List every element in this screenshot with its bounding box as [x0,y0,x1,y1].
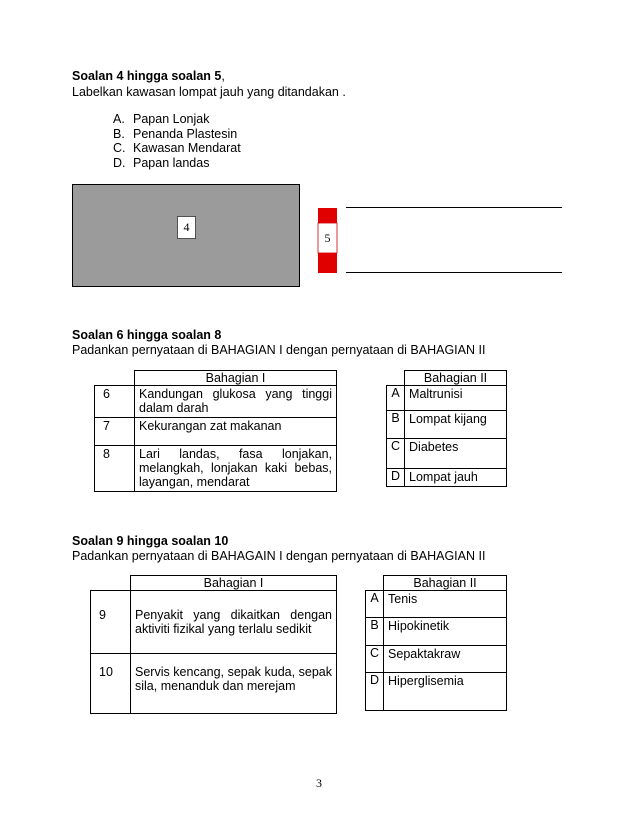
part1-header: Bahagian I [135,371,337,386]
q68-part2-table [386,370,507,487]
table-row [366,673,507,711]
table-row [387,469,507,487]
table-row [387,411,507,439]
table-row [387,386,507,411]
option-text: Kawasan Mendarat [133,141,241,155]
q45-heading-tail: , [221,69,225,83]
part1-header: Bahagian I [131,576,337,591]
row-number: 10 [91,654,131,714]
marker-top [318,208,337,223]
row-letter: B [387,411,405,439]
table-row [95,386,337,418]
q45-heading-bold: Soalan 4 hingga soalan 5 [72,69,222,83]
row-text: Lompat kijang [405,411,507,439]
table-row [366,646,507,673]
row-text: Lari landas, fasa lonjakan, melangkah, lonjakan kaki bebas, layangan, mendarat [135,446,337,492]
row-number: 8 [95,446,135,492]
table-row [95,418,337,446]
q910-heading: Soalan 9 hingga soalan 10 [72,534,229,548]
table-row [91,591,337,654]
table-row [91,654,337,714]
row-letter: C [366,646,384,673]
part2-header: Bahagian II [384,576,507,591]
row-letter: D [387,469,405,487]
q910-instruction: Padankan pernyataan di BAHAGAIN I dengan pernyataan di BAHAGIAN II [72,549,486,563]
row-text: Kekurangan zat makanan [135,418,337,446]
option-letter: B. [113,127,125,141]
table-row [95,446,337,492]
row-text: Hiperglisemia [384,673,507,711]
row-text: Tenis [384,591,507,618]
q910-part1-table [90,575,337,714]
row-text: Diabetes [405,439,507,469]
row-text: Hipokinetik [384,618,507,646]
row-letter: A [366,591,384,618]
row-text: Kandungan glukosa yang tinggi dalam darah [135,386,337,418]
label-5: 5 [324,231,331,245]
row-number: 6 [95,386,135,418]
row-text: Maltrunisi [405,386,507,411]
option-text: Penanda Plastesin [133,127,238,141]
row-text: Servis kencang, sepak kuda, sepak sila, menanduk dan merejam [131,654,337,714]
row-letter: A [387,386,405,411]
table-row [366,591,507,618]
option-letter: C. [113,141,126,155]
row-text: Sepaktakraw [384,646,507,673]
marker-bottom [318,253,337,273]
row-letter: D [366,673,384,711]
page-number: 3 [316,776,322,790]
row-letter: B [366,618,384,646]
row-letter: C [387,439,405,469]
row-number: 7 [95,418,135,446]
q910-part2-table [365,575,507,711]
row-text: Penyakit yang dikaitkan dengan aktiviti fizikal yang terlalu sedikit [131,591,337,654]
row-text: Lompat jauh [405,469,507,487]
table-row [387,439,507,469]
option-letter: D. [113,156,126,170]
option-letter: A. [113,112,125,126]
part2-header: Bahagian II [405,371,507,386]
option-text: Papan landas [133,156,210,170]
q68-instruction: Padankan pernyataan di BAHAGIAN I dengan pernyataan di BAHAGIAN II [72,343,486,357]
q45-instruction: Labelkan kawasan lompat jauh yang ditandakan . [72,85,346,99]
row-number: 9 [91,591,131,654]
q68-part1-table [94,370,337,492]
option-text: Papan Lonjak [133,112,210,126]
table-row [366,618,507,646]
label-4: 4 [183,220,190,234]
long-jump-diagram [0,0,638,300]
q68-heading: Soalan 6 hingga soalan 8 [72,328,222,342]
